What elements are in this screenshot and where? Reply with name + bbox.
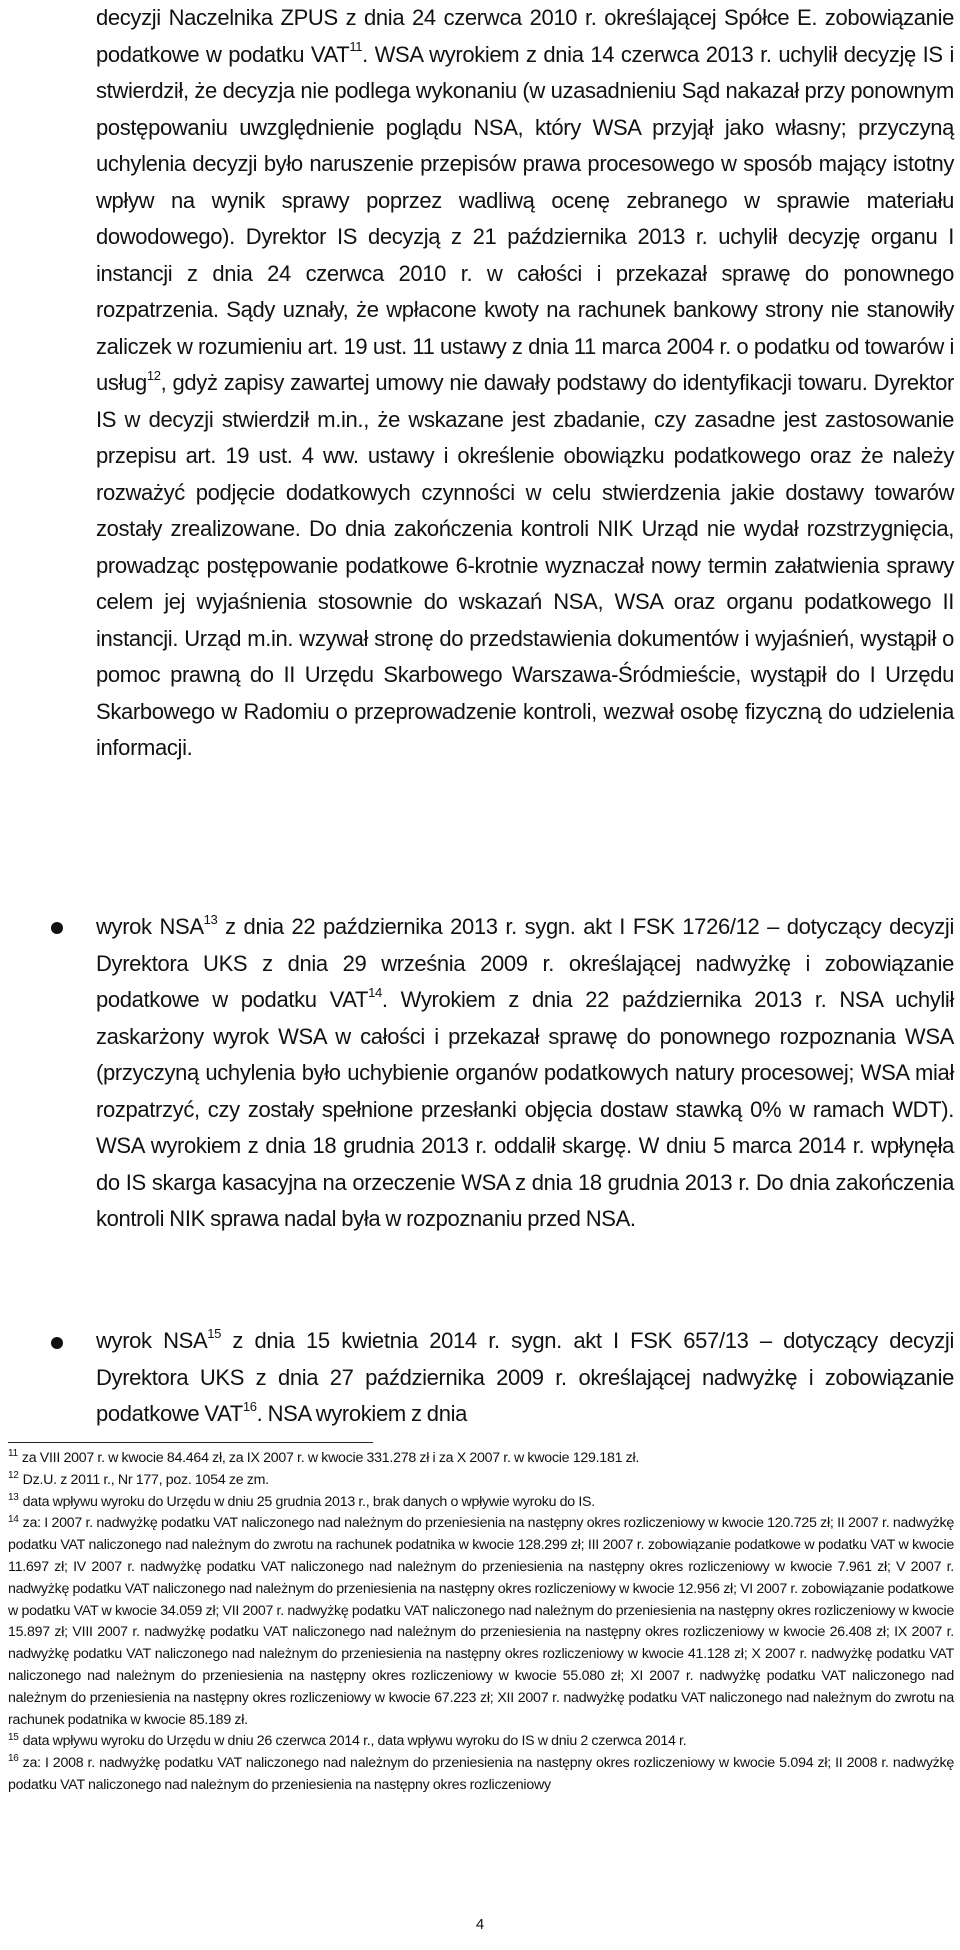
footnote-number: 13: [8, 1491, 19, 1503]
footnote-text: data wpływu wyroku do Urzędu w dniu 26 czerwca 2014 r., data wpływu wyroku do IS w dniu 2 czerwca 2014 r.: [22, 1733, 687, 1750]
footnote-ref[interactable]: 12: [146, 367, 161, 383]
footnote-number: 15: [8, 1731, 19, 1743]
bullet-text: z dnia 22 października 2013 r. sygn. akt I FSK 1726/12 – dotyczący decyzji Dyrektora UKS z dnia 29 września 2009 r. określającej nadwyżkę i zobowiązanie podatkowe w podatku VAT: [96, 914, 954, 1012]
footnote-text: za: I 2007 r. nadwyżkę podatku VAT naliczonego nad należnym do przeniesienia na następny okres rozliczeniowy w kwocie 120.725 zł; II 2007 r. nadwyżkę podatku VAT naliczonego nad należnym do zwrotu na rachunek podatnika w kwocie 128.299 zł; III 2007 r. zobowiązanie podatkowe w podatku VAT w kwocie 11.697 zł; IV 2007 r. nadwyżkę podatku VAT naliczonego nad należnym do przeniesienia na następny okres rozliczeniowy w kwocie 7.961 zł; V 2007 r. nadwyżkę podatku VAT naliczonego nad należnym do przeniesienia na następny okres rozliczeniowy w kwocie 12.956 zł; VI 2007 r. zobowiązanie podatkowe w podatku VAT w kwocie 34.059 zł; VII 2007 r. nadwyżkę podatku VAT naliczonego nad należnym do przeniesienia na następny okres rozliczeniowy w kwocie 15.897 zł; VIII 2007 r. nadwyżkę podatku VAT naliczonego nad należnym do przeniesienia na następny okres rozliczeniowy w kwocie 26.408 zł; IX 2007 r. nadwyżkę podatku VAT naliczonego nad należnym do przeniesienia na następny okres rozliczeniowy w kwocie 41.128 zł; X 2007 r. nadwyżkę podatku VAT naliczonego nad należnym do przeniesienia na następny okres rozliczeniowy w kwocie 55.080 zł; XI 2007 r. nadwyżkę podatku VAT naliczonego nad należnym do przeniesienia na następny okres rozliczeniowy w kwocie 67.223 zł; XII 2007 r. nadwyżkę podatku VAT naliczonego nad należnym do zwrotu na rachunek podatnika w kwocie 85.189 zł.: [8, 1515, 954, 1728]
bullet-text: . NSA wyrokiem z dnia: [256, 1401, 467, 1426]
bullet-icon: [51, 1337, 63, 1349]
footnote-ref[interactable]: 13: [203, 911, 218, 927]
footnote: [8, 1731, 954, 1753]
footnote-ref[interactable]: 16: [242, 1398, 257, 1414]
footnote-number: 14: [8, 1513, 19, 1525]
footnote: [8, 1470, 954, 1492]
bullet-text: wyrok NSA: [96, 1328, 208, 1353]
footnote: [8, 1753, 954, 1797]
footnote-ref[interactable]: 14: [368, 984, 382, 1000]
footnote: [8, 1492, 954, 1514]
footnote-ref[interactable]: 11: [349, 39, 363, 55]
footnote-number: 11: [8, 1448, 18, 1460]
footnote-ref[interactable]: 15: [207, 1325, 222, 1341]
body-paragraph: [96, 0, 954, 767]
paragraph-text: decyzji Naczelnika ZPUS z dnia 24 czerwca 2010 r. określającej Spółce E. zobowiązanie podatkowe w podatku VAT: [96, 5, 954, 67]
paragraph-text: . WSA wyrokiem z dnia 14 czerwca 2013 r. uchylił decyzję IS i stwierdził, że decyzja nie podlega wykonaniu (w uzasadnieniu Sąd nakazał przy ponownym postępowaniu uwzględnienie poglądu NSA, który WSA przyjął jako własny; przyczyną uchylenia decyzji było naruszenie przepisów prawa procesowego w sposób mający istotny wpływ na wynik sprawy poprzez wadliwą ocenę zebranego w sprawie materiału dowodowego). Dyrektor IS decyzją z 21 października 2013 r. uchylił decyzję organu I instancji z dnia 24 czerwca 2010 r. w całości i przekazał sprawę do ponownego rozpatrzenia. Sądy uznały, że wpłacone kwoty na rachunek bankowy strony nie stanowiły zaliczek w rozumieniu art. 19 ust. 11 ustawy z dnia 11 marca 2004 r. o podatku od towarów i usług: [96, 41, 954, 395]
bullet-item: [96, 1323, 954, 1433]
footnote-text: za: I 2008 r. nadwyżkę podatku VAT naliczonego nad należnym do przeniesienia na następny okres rozliczeniowy w kwocie 5.094 zł; II 2008 r. nadwyżkę podatku VAT naliczonego nad należnym do przeniesienia na następny okres rozliczeniowy: [8, 1755, 954, 1793]
footnote-number: 16: [8, 1753, 19, 1765]
footnote-text: za VIII 2007 r. w kwocie 84.464 zł, za IX 2007 r. w kwocie 331.278 zł i za X 2007 r. w kwocie 129.181 zł.: [21, 1450, 640, 1466]
bullet-text: wyrok NSA: [96, 914, 204, 939]
footnote: [8, 1448, 954, 1470]
footnote: [8, 1513, 954, 1731]
bullet-icon: [51, 922, 63, 934]
bullet-text: . Wyrokiem z dnia 22 października 2013 r. NSA uchylił zaskarżony wyrok WSA w całości i przekazał sprawę do ponownego rozpoznania WSA (przyczyną uchylenia było uchybienie organów podatkowych natury procesowej; WSA miał rozpatrzyć, czy zostały spełnione przesłanki objęcia dostaw stawką 0% w ramach WDT). WSA wyrokiem z dnia 18 grudnia 2013 r. oddalił skargę. W dniu 5 marca 2014 r. wpłynęła do IS skarga kasacyjna na orzeczenie WSA z dnia 18 grudnia 2013 r. Do dnia zakończenia kontroli NIK sprawa nadal była w rozpoznaniu przed NSA.: [96, 987, 954, 1231]
footnote-separator: [8, 1442, 373, 1443]
bullet-item: [96, 909, 954, 1238]
page-number: 4: [475, 1916, 485, 1933]
footnote-number: 12: [8, 1470, 19, 1482]
footnote-text: Dz.U. z 2011 r., Nr 177, poz. 1054 ze zm.: [22, 1471, 269, 1488]
bullet-text: z dnia 15 kwietnia 2014 r. sygn. akt I FSK 657/13 – dotyczący decyzji Dyrektora UKS z dnia 27 października 2009 r. określającej nadwyżkę i zobowiązanie podatkowe VAT: [96, 1328, 954, 1426]
footnotes: [8, 1448, 954, 1797]
footnote-text: data wpływu wyroku do Urzędu w dniu 25 grudnia 2013 r., brak danych o wpływie wyroku do IS.: [22, 1493, 595, 1510]
paragraph-text: , gdyż zapisy zawartej umowy nie dawały podstawy do identyfikacji towaru. Dyrektor IS w decyzji stwierdził m.in., że wskazane jest zbadanie, czy zasadne jest zastosowanie przepisu art. 19 ust. 4 ww. ustawy i określenie obowiązku podatkowego oraz że należy rozważyć podjęcie dodatkowych czynności w celu stwierdzenia jakie dostawy towarów zostały zrealizowane. Do dnia zakończenia kontroli NIK Urząd nie wydał rozstrzygnięcia, prowadząc postępowanie podatkowe 6-krotnie wyznaczał nowy termin załatwienia sprawy celem jej wyjaśnienia stosownie do wskazań NSA, WSA oraz organu podatkowego II instancji. Urząd m.in. wzywał stronę do przedstawienia dokumentów i wyjaśnień, wystąpił o pomoc prawną do II Urzędu Skarbowego Warszawa-Śródmieście, wystąpił do I Urzędu Skarbowego w Radomiu o przeprowadzenie kontroli, wezwał osobę fizyczną do udzielenia informacji.: [96, 370, 954, 760]
